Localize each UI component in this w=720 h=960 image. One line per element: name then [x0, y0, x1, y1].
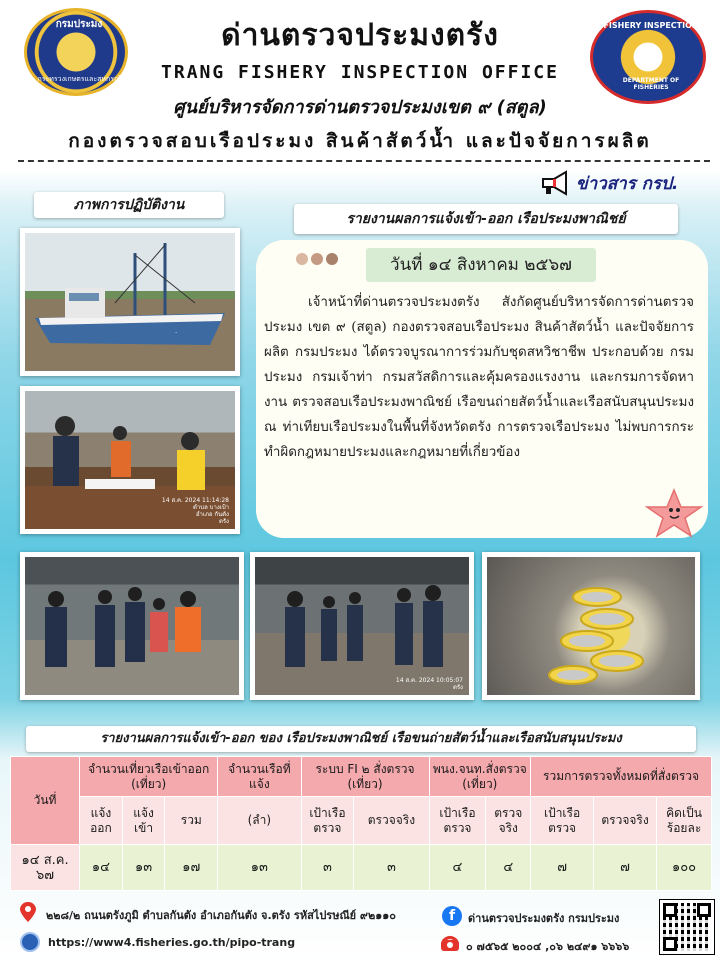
fishery-inspection-logo — [590, 10, 706, 104]
team-at-pier-illustration — [255, 557, 469, 695]
photo-timestamp-2: 14 ส.ค. 2024 10:05:07 ตรัง — [395, 677, 463, 691]
sub-unit: (ลำ) — [218, 797, 301, 845]
location-pin-icon — [20, 902, 36, 922]
report-body: เจ้าหน้าที่ด่านตรวจประมงตรัง สังกัดศูนย์บริหารจัดการด่านตรวจประมง เขต ๙ (สตูล) กองตรวจสอบเรือประมง สินค้าสัตว์น้ำ และปัจจัยการผลิต กรมประมง ได้ตรวจบูรณาการร่วมกับชุดสหวิชาชีพ ประกอบด้วย กรมประมง กรมเจ้าท่า กรมสวัสดิการและคุ้มครองแรงงาน และกรมการจัดหางาน ตรวจสอบเรือประมงพาณิชย์ เรือขนถ่ายสัตว์น้ำและเรือสนับสนุนประมง ณ ท่าเทียบเรือประมงในพื้นที่จังหวัดตรัง การตรวจเรือประมง ไม่พบการกระทำผิดกฎหมายประมงและกฎหมายที่เกี่ยวข้อง — [264, 295, 694, 460]
cell-in: ๑๓ — [122, 845, 165, 891]
cell-pnc-target: ๔ — [429, 845, 486, 891]
sub-total-target: เป้าเรือตรวจ — [531, 797, 594, 845]
seal-left-top-text: กรมประมง — [55, 19, 103, 30]
crew-inspection-illustration — [25, 557, 239, 695]
footer-facebook[interactable]: ด่านตรวจประมงตรัง กรมประมง — [468, 912, 620, 925]
department-of-fisheries-seal — [24, 8, 128, 96]
photo-team-at-pier — [250, 552, 474, 700]
page-title-english: TRANG FISHERY INSPECTION OFFICE — [161, 62, 559, 83]
sub-out: แจ้งออก — [80, 797, 123, 845]
news-label: ข่าวสาร กรป. — [576, 174, 679, 194]
table-subheader-row — [11, 797, 712, 845]
header-fi: ระบบ FI ๒ สั่งตรวจ (เที่ยว) — [301, 757, 429, 797]
news-tag — [540, 168, 700, 200]
seal-left-bottom-text: กระทรวงเกษตรและสหกรณ์ — [37, 75, 121, 83]
sub-total-actual: ตรวจจริง — [594, 797, 657, 845]
cell-sum: ๑๗ — [165, 845, 218, 891]
footer-phone: ๐ ๗๕๖๕ ๒๐๐๔ ,๐๖ ๒๔๙๑ ๖๖๖๖ — [466, 940, 630, 953]
megaphone-icon — [540, 170, 570, 196]
cell-day: ๑๔ ส.ค. ๖๗ — [11, 845, 80, 891]
header-divider — [18, 160, 710, 162]
photo-fish-baskets — [482, 552, 700, 700]
sub-pnc-actual: ตรวจจริง — [486, 797, 531, 845]
table-row — [11, 845, 712, 891]
phone-icon — [440, 934, 460, 952]
globe-icon — [20, 932, 40, 952]
page-title: ด่านตรวจประมงตรัง — [221, 18, 499, 53]
qr-code-icon[interactable] — [660, 900, 714, 954]
sub-sum: รวม — [165, 797, 218, 845]
table-title: รายงานผลการแจ้งเข้า-ออก ของ เรือประมงพาณิชย์ เรือขนถ่ายสัตว์น้ำและเรือสนับสนุนประมง — [26, 726, 696, 752]
report-date: วันที่ ๑๔ สิงหาคม ๒๕๖๗ — [366, 248, 596, 282]
report-card — [256, 240, 708, 538]
photos-section-title: ภาพการปฏิบัติงาน — [34, 192, 224, 218]
sub-fi-actual: ตรวจจริง — [354, 797, 429, 845]
svg-text:.: . — [175, 327, 178, 335]
footer-website[interactable]: https://www4.fisheries.go.th/pipo-trang — [48, 936, 296, 949]
header-pnc: พนง.จนท.สั่งตรวจ (เที่ยว) — [429, 757, 531, 797]
cell-total-target: ๗ — [531, 845, 594, 891]
fish-baskets-illustration — [487, 557, 695, 695]
photo-document-check — [20, 386, 240, 534]
sub-pnc-target: เป้าเรือตรวจ — [429, 797, 486, 845]
photo-crew-inspection — [20, 552, 244, 700]
facebook-icon[interactable]: f — [442, 906, 462, 926]
cell-percent: ๑๐๐ — [657, 845, 712, 891]
header-day: วันที่ — [11, 757, 80, 845]
starfish-icon — [644, 488, 704, 538]
decorative-dots — [296, 250, 341, 269]
table-header-row — [11, 757, 712, 797]
sub-in: แจ้งเข้า — [122, 797, 165, 845]
photo-fishing-boat — [20, 228, 240, 376]
logo-right-top-text: FISHERY INSPECTION — [603, 21, 699, 30]
cell-fi-actual: ๓ — [354, 845, 429, 891]
cell-out: ๑๔ — [80, 845, 123, 891]
cell-fi-target: ๓ — [301, 845, 354, 891]
report-table — [10, 756, 712, 891]
sub-fi-target: เป้าเรือตรวจ — [301, 797, 354, 845]
header-trips: จำนวนเที่ยวเรือเข้าออก (เที่ยว) — [80, 757, 218, 797]
report-section-title: รายงานผลการแจ้งเข้า-ออก เรือประมงพาณิชย์ — [294, 204, 678, 234]
logo-right-bottom-text: DEPARTMENT OF FISHERIES — [622, 77, 680, 91]
cell-pnc-actual: ๔ — [486, 845, 531, 891]
division-subtitle: กองตรวจสอบเรือประมง สินค้าสัตว์น้ำ และปัจจัยการผลิต — [68, 130, 652, 152]
fishing-boat-illustration — [25, 233, 235, 371]
photo-timestamp: 14 ส.ค. 2024 11:14:28 ตำบล บางเป้า อำเภอ กันตัง ตรัง — [161, 497, 229, 525]
footer-address: ๒๒๘/๒ ถนนตรังภูมิ ตำบลกันตัง อำเภอกันตัง จ.ตรัง รหัสไปรษณีย์ ๙๒๑๑๐ — [46, 909, 396, 922]
sub-percent: คิดเป็นร้อยละ — [657, 797, 712, 845]
cell-boats: ๑๓ — [218, 845, 301, 891]
header-total: รวมการตรวจทั้งหมดที่สั่งตรวจ — [531, 757, 712, 797]
header-boats: จำนวนเรือที่แจ้ง — [218, 757, 301, 797]
center-subtitle: ศูนย์บริหารจัดการด่านตรวจประมงเขต ๙ (สตูล) — [173, 97, 547, 118]
cell-total-actual: ๗ — [594, 845, 657, 891]
